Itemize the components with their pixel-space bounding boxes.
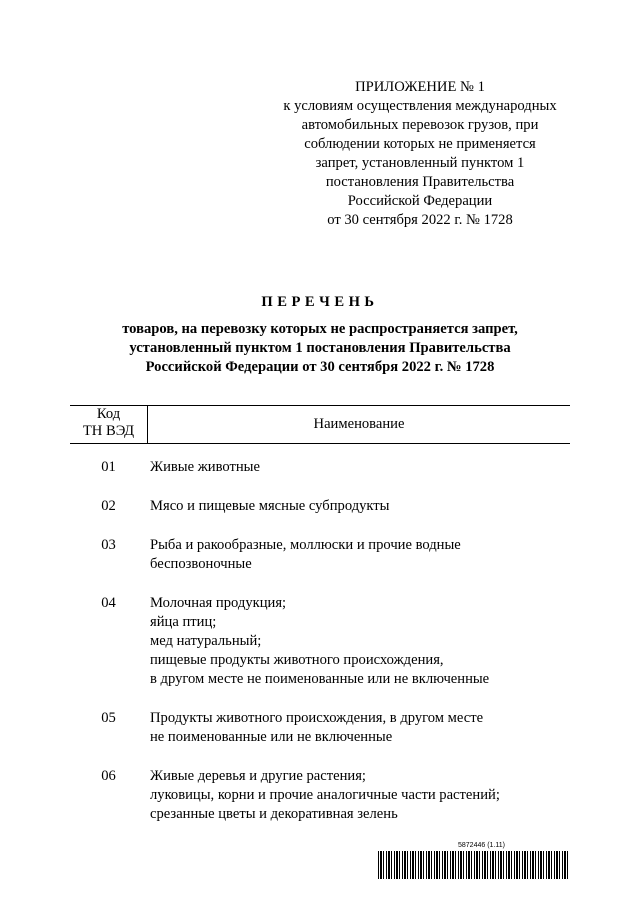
subtitle-line: установленный пунктом 1 постановления Правительства (129, 340, 511, 356)
row-code: 01 (101, 459, 116, 475)
table-header (70, 405, 570, 444)
row-name-line: пищевые продукты животного происхождения, (150, 652, 444, 668)
header-code-line: Код (96, 406, 121, 422)
row-name-line: Рыба и ракообразные, моллюски и прочие водные (150, 537, 461, 553)
appendix-header (270, 78, 570, 230)
document-title: ПЕРЕЧЕНЬ (261, 294, 379, 310)
row-name-line: срезанные цветы и декоративная зелень (150, 806, 398, 822)
appendix-line: запрет, установленный пунктом 1 (315, 155, 525, 171)
row-code: 04 (101, 595, 116, 611)
row-name (150, 497, 570, 516)
row-code: 03 (101, 537, 116, 553)
table-row (70, 594, 570, 689)
row-name-line: в другом месте не поименованные или не включенные (150, 671, 490, 687)
row-name-line: Молочная продукция; (150, 595, 287, 611)
appendix-line: ПРИЛОЖЕНИЕ № 1 (355, 79, 485, 95)
table-row (70, 767, 570, 824)
row-name (150, 767, 570, 824)
row-name-line: луковицы, корни и прочие аналогичные части растений; (150, 787, 500, 803)
row-code: 02 (101, 498, 116, 514)
row-name (150, 458, 570, 477)
row-name (150, 709, 570, 747)
appendix-line: автомобильных перевозок грузов, при (301, 117, 539, 133)
subtitle-line: товаров, на перевозку которых не распространяется запрет, (122, 321, 518, 337)
table-body (70, 458, 570, 844)
row-name-line: Продукты животного происхождения, в другом месте (150, 710, 484, 726)
barcode-caption: 5872446 (1.11) (458, 842, 505, 849)
row-name (150, 536, 570, 574)
row-name-line: Живые деревья и другие растения; (150, 768, 366, 784)
row-name-line: мед натуральный; (150, 633, 262, 649)
row-code: 06 (101, 768, 116, 784)
header-code-line: ТН ВЭД (82, 423, 135, 439)
row-name-line: не поименованные или не включенные (150, 729, 393, 745)
row-code: 05 (101, 710, 116, 726)
appendix-line: Российской Федерации (347, 193, 493, 209)
row-name (150, 594, 570, 689)
table-row (70, 709, 570, 747)
header-name-cell: Наименование (313, 416, 405, 432)
table-row (70, 536, 570, 574)
row-name-line: яйца птиц; (150, 614, 217, 630)
header-code-cell (70, 406, 148, 443)
row-name-line: Мясо и пищевые мясные субпродукты (150, 498, 390, 514)
appendix-line: к условиям осуществления международных (283, 98, 557, 114)
barcode-icon (378, 851, 568, 879)
row-name-line: Живые животные (150, 459, 260, 475)
table-row (70, 497, 570, 516)
document-subtitle (0, 320, 640, 377)
appendix-line: соблюдении которых не применяется (304, 136, 536, 152)
subtitle-line: Российской Федерации от 30 сентября 2022 г. № 1728 (145, 359, 495, 375)
table-row (70, 458, 570, 477)
row-name-line: беспозвоночные (150, 556, 252, 572)
appendix-line: от 30 сентября 2022 г. № 1728 (327, 212, 513, 228)
appendix-line: постановления Правительства (325, 174, 515, 190)
